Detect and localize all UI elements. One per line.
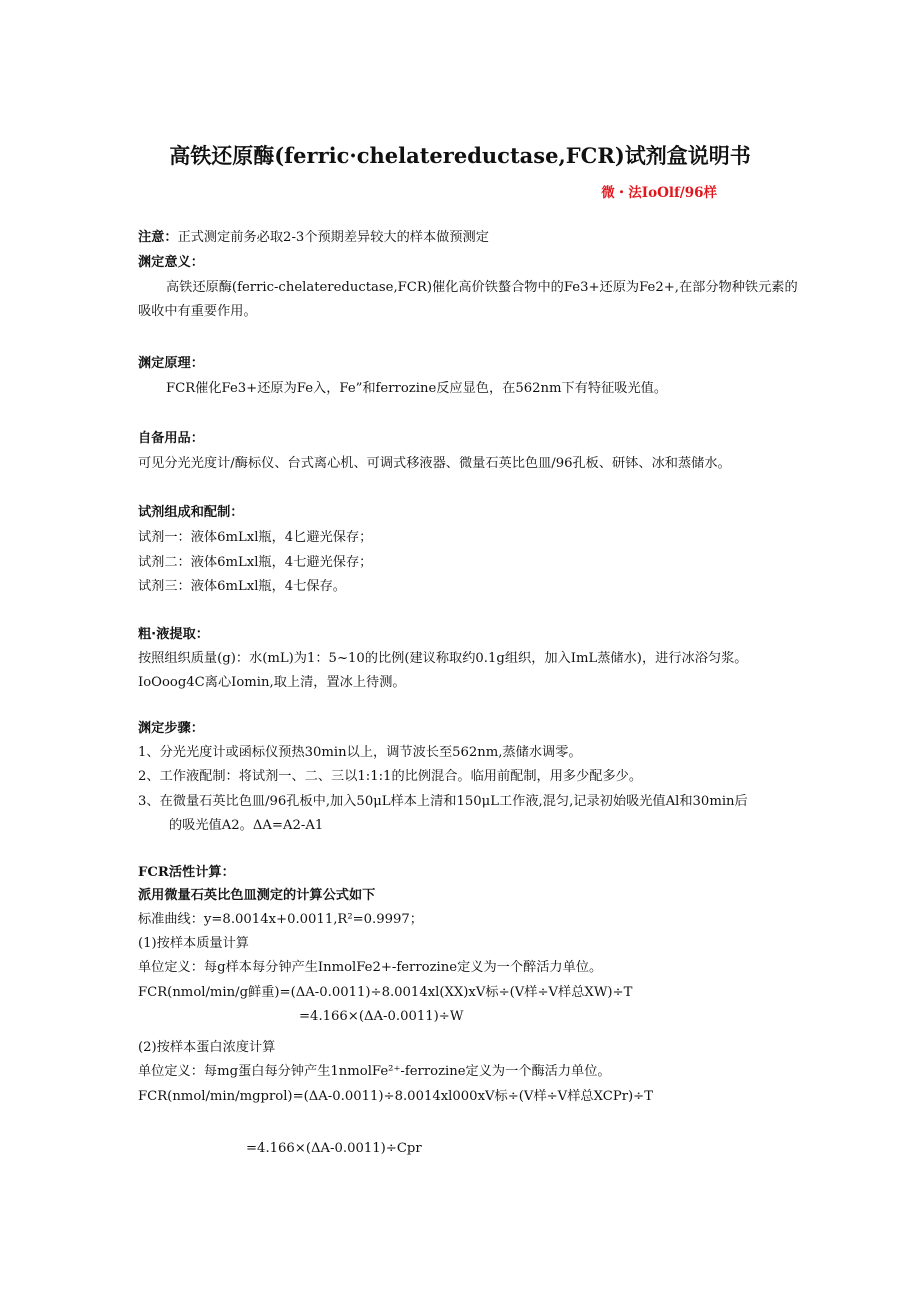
steps-heading: 渊定步骤： [138, 721, 204, 736]
page-title: 高铁还原酶(ferric·chelatereductase,FCR)试剂盒说明书 [169, 143, 751, 168]
reagent-item-1: 试剂一：液体6mLxl瓶，4匕避光保存； [138, 530, 373, 545]
mass-formula-1: FCR(nmol/min/g鲜重)=(ΔA-0.0011)÷8.0014xl(XX)xV标÷(V样÷V样总XW)÷T [138, 985, 633, 1000]
kit-subtitle: 微・法IoOlf/96样 [601, 185, 717, 201]
extraction-line-1: 按照组织质量(g)：水(mL)为1：5~10的比例(建议称取约0.1g组织，加入ImL蒸储水)，进行冰浴匀浆。 [138, 651, 748, 666]
reagent-item-2: 试剂二：液体6mLxl瓶，4七避光保存； [138, 555, 373, 570]
reagent-item-3: 试剂三：液体6mLxl瓶，4七保存。 [138, 579, 346, 594]
standard-curve: 标准曲线：y=8.0014x+0.0011,R²=0.9997； [138, 912, 423, 927]
protein-formula-1: FCR(nmol/min/mgprol)=(ΔA-0.0011)÷8.0014xl000xV标÷(V样÷V样总XCPr)÷T [138, 1089, 653, 1104]
reagents-heading: 试剂组成和配制： [138, 505, 244, 520]
protein-calc-title: (2)按样本蛋白浓度计算 [138, 1040, 276, 1055]
notice-text: 正式测定前务必取2-3个预期差异较大的样本做预测定 [177, 230, 489, 245]
notice-line [138, 229, 489, 247]
supplies-line-1: 可见分光光度计/酶标仪、台式离心机、可调式移液器、微量石英比色皿/96孔板、研钵、冰和蒸储水。 [138, 456, 731, 471]
step-1: 1、分光光度计或函标仪预热30min以上，调节波长至562nm,蒸储水调零。 [138, 745, 582, 760]
principle-heading: 渊定原理： [138, 356, 204, 371]
extraction-line-2: IoOoog4C离心Iomin,取上清，置冰上待测。 [138, 675, 406, 690]
step-3a: 3、在微量石英比色皿/96孔板中,加入50μL样本上清和150μL工作液,混匀,记录初始吸光值Al和30min后 [138, 794, 748, 809]
calculation-subheading: 派用微量石英比色皿测定的计算公式如下 [138, 888, 376, 903]
step-3b: 的吸光值A2。ΔA=A2-A1 [169, 818, 324, 833]
calculation-heading: FCR活性计算： [138, 865, 235, 880]
supplies-heading: 自备用品： [138, 431, 204, 446]
significance-line-1: 高铁还原酶(ferric-chelatereductase,FCR)催化高价铁螯合物中的Fe3+还原为Fe2+,在部分物种铁元素的 [166, 280, 798, 295]
mass-formula-2: =4.166×(ΔA-0.0011)÷W [299, 1009, 464, 1024]
principle-line-1: FCR催化Fe3+还原为Fe入，Fe”和ferrozine反应显色，在562nm下有特征吸光值。 [166, 381, 668, 396]
significance-line-2: 吸收中有重要作用。 [138, 304, 257, 319]
protein-unit-definition: 单位定义：每mg蛋白每分钟产生1nmolFe²⁺-ferrozine定义为一个酶活力单位。 [138, 1064, 611, 1079]
mass-calc-title: (1)按样本质量计算 [138, 936, 249, 951]
step-2: 2、工作液配制：将试剂一、二、三以1:1:1的比例混合。临用前配制，用多少配多少。 [138, 769, 643, 784]
extraction-heading: 粗·液提取： [138, 627, 209, 642]
notice-label: 注意： [138, 230, 178, 245]
mass-unit-definition: 单位定义：每g样本每分钟产生InmolFe2+-ferrozine定义为一个醉活力单位。 [138, 960, 603, 975]
significance-heading: 渊定意义： [138, 255, 204, 270]
protein-formula-2: =4.166×(ΔA-0.0011)÷Cpr [246, 1141, 422, 1156]
